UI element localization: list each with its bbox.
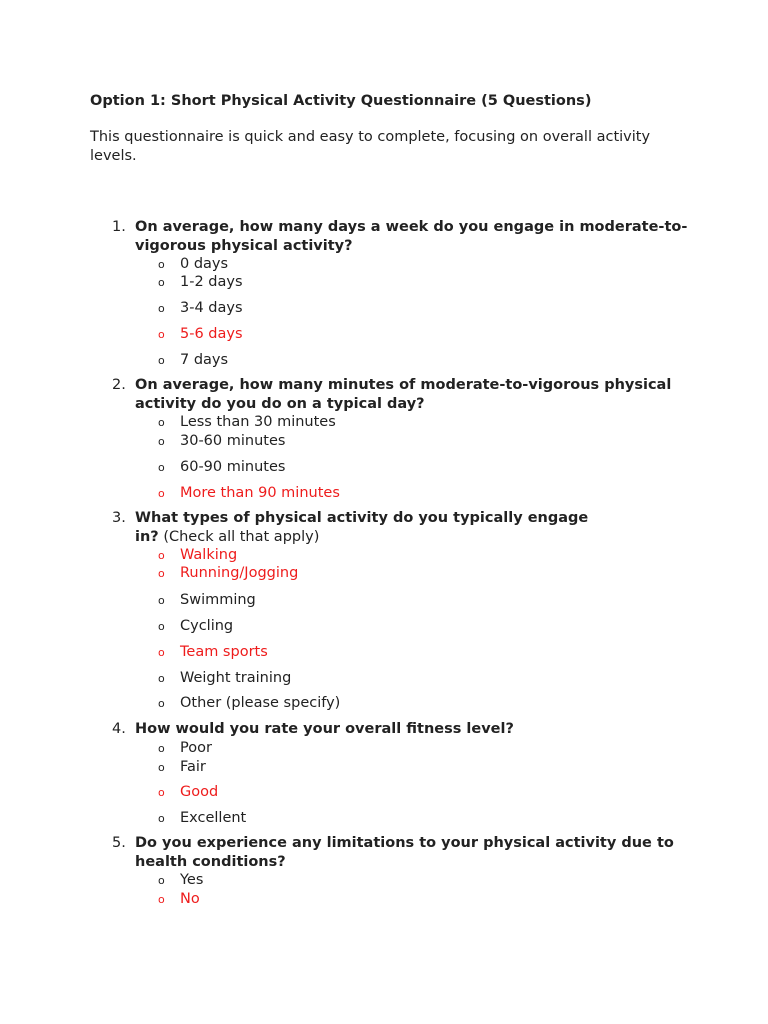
bullet-icon: o [158,620,165,633]
question-2 [90,376,690,413]
bullet-icon: o [158,328,165,341]
answer-label: 60-90 minutes [180,459,286,475]
bullet-icon: o [158,416,165,429]
answer-label: Swimming [180,592,256,608]
question-note: (Check all that apply) [158,528,320,545]
question-number: 4. [112,721,126,737]
answer-label: Other (please specify) [180,695,341,711]
answer-label: Cycling [180,618,234,634]
answer-label: Poor [180,740,212,756]
answer-label: Fair [180,759,206,775]
question-heading [90,720,690,739]
question-1 [90,218,690,255]
question-text: On average, how many minutes of moderate-to-vigorous physical activity do you do on a typical day? [135,377,672,412]
answer-label: 5-6 days [180,326,243,342]
bullet-icon: o [158,461,165,474]
bullet-icon: o [158,812,165,825]
answer-label: 3-4 days [180,300,243,316]
question-heading [90,218,690,255]
answer-label: Weight training [180,670,292,686]
bullet-icon: o [158,276,165,289]
answer-label: Good [180,784,219,800]
answer-label: Less than 30 minutes [180,414,336,430]
bullet-icon: o [158,258,165,271]
question-heading [90,509,615,546]
bullet-icon: o [158,302,165,315]
bullet-icon: o [158,672,165,685]
bullet-icon: o [158,893,165,906]
answer-label: More than 90 minutes [180,485,340,501]
answer-label: Team sports [180,644,268,660]
question-heading [90,834,690,871]
question-text: On average, how many days a week do you engage in moderate-to-vigorous physical activity? [135,219,688,254]
question-number: 5. [112,835,126,851]
bullet-icon: o [158,487,165,500]
bullet-icon: o [158,742,165,755]
intro-paragraph: This questionnaire is quick and easy to complete, focusing on overall activity levels. [90,129,651,164]
bullet-icon: o [158,761,165,774]
bullet-icon: o [158,567,165,580]
question-number: 2. [112,377,126,393]
question-number: 1. [112,219,126,235]
answer-label: Yes [180,872,204,888]
bullet-icon: o [158,697,165,710]
answer-label: 7 days [180,352,229,368]
bullet-icon: o [158,874,165,887]
question-text: How would you rate your overall fitness level? [135,721,514,737]
bullet-icon: o [158,354,165,367]
question-number: 3. [112,510,126,526]
question-4 [90,720,690,739]
answer-label: No [180,891,200,907]
bullet-icon: o [158,594,165,607]
bullet-icon: o [158,435,165,448]
answer-label: Excellent [180,810,247,826]
question-5 [90,834,690,871]
bullet-icon: o [158,786,165,799]
question-heading [90,376,690,413]
bullet-icon: o [158,549,165,562]
question-text: What types of physical activity do you typically engage in? [135,510,589,545]
answer-label: Running/Jogging [180,565,299,581]
answer-label: 0 days [180,256,229,272]
question-text: Do you experience any limitations to your physical activity due to health conditions? [135,835,674,870]
answer-label: Walking [180,547,238,563]
bullet-icon: o [158,646,165,659]
answer-label: 30-60 minutes [180,433,286,449]
question-3 [90,509,690,546]
answer-label: 1-2 days [180,274,243,290]
page-title: Option 1: Short Physical Activity Questionnaire (5 Questions) [90,93,592,109]
